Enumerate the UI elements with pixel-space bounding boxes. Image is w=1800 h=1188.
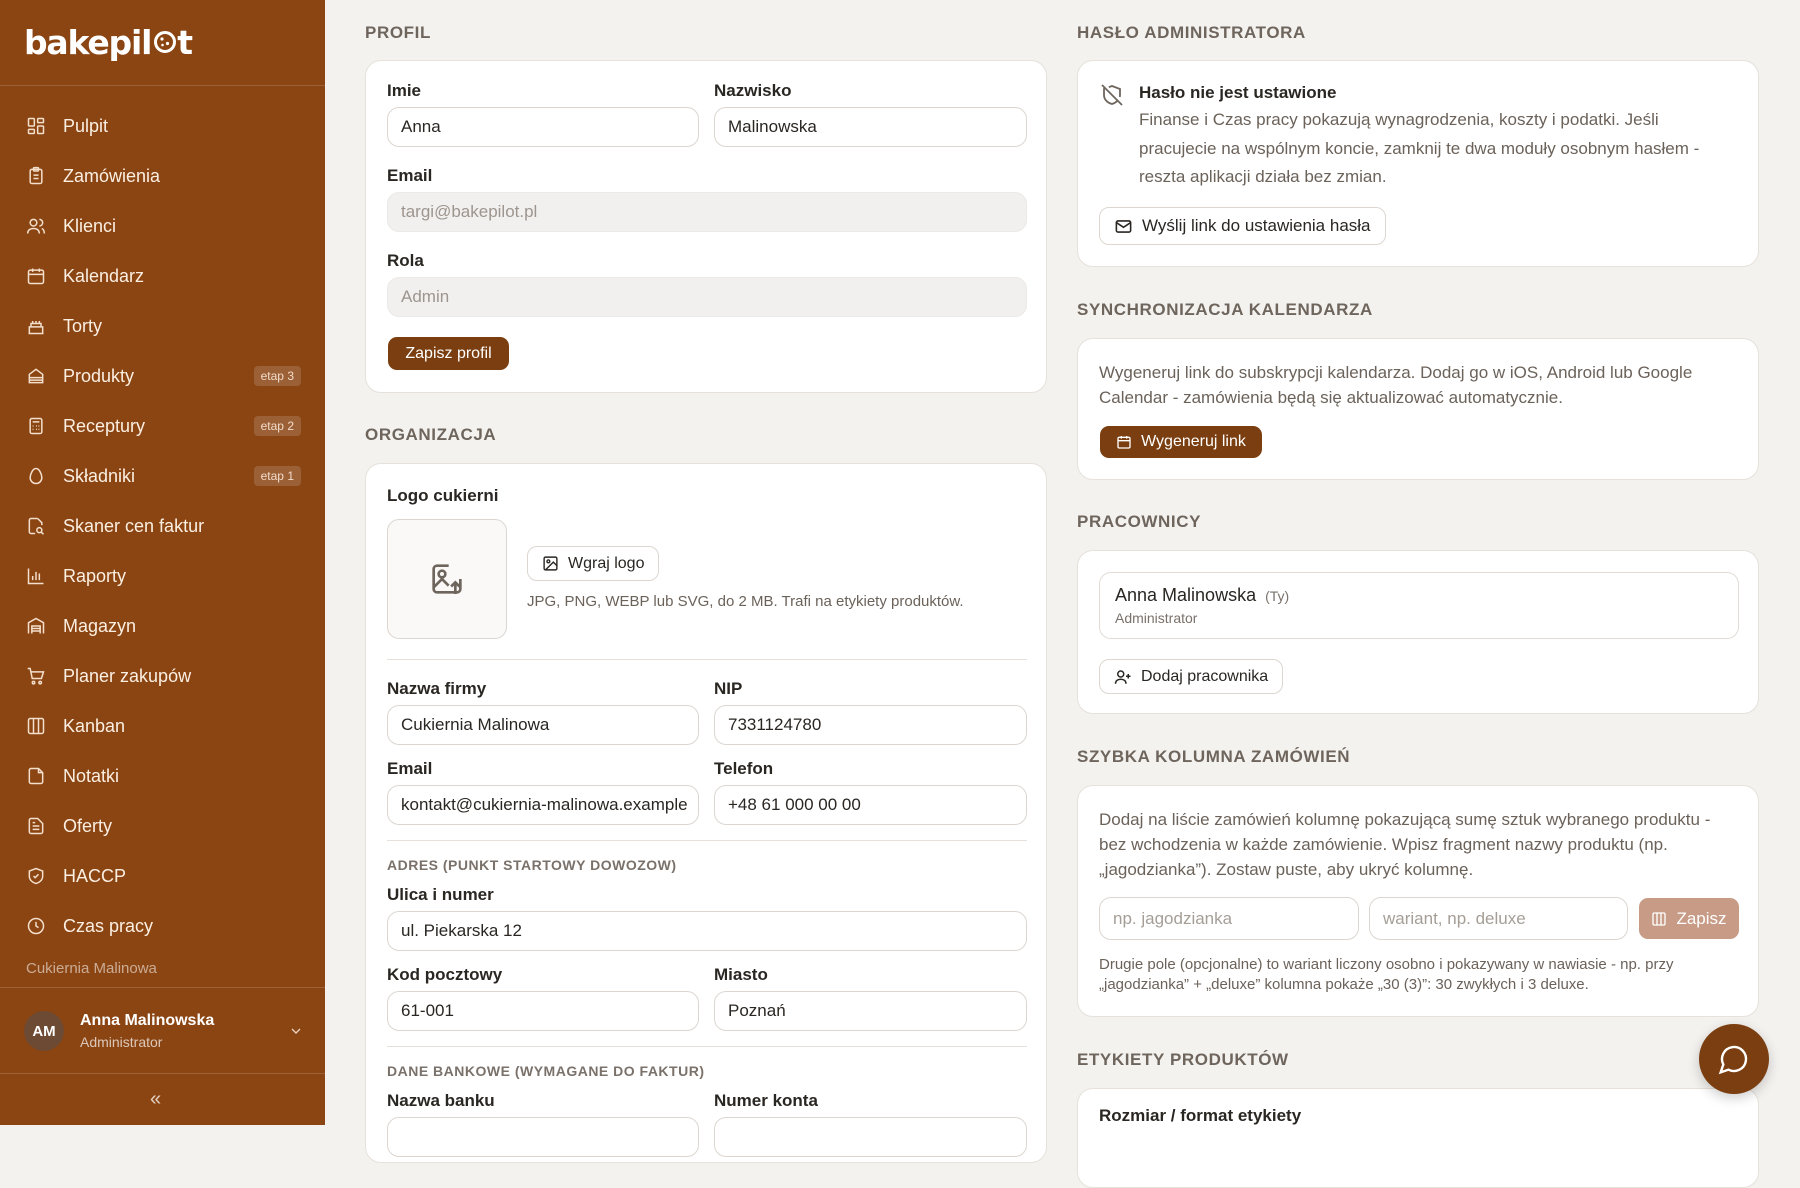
quick-column-hint: Drugie pole (opcjonalne) to wariant liczony osobno i pokazywany w nawiasie - np. przy „jagodzianka” + „deluxe” kolumna pokaże „30 (3)”: 30 zwykłych i 3 deluxe.	[1099, 956, 1674, 993]
sidebar-item-raporty[interactable]	[0, 551, 325, 601]
phone-label: Telefon	[714, 759, 774, 778]
mail-icon	[1114, 217, 1133, 236]
sidebar-item-haccp[interactable]	[0, 851, 325, 901]
calendar-icon	[1116, 434, 1132, 450]
org-email-input[interactable]: kontakt@cukiernia-malinowa.example	[387, 785, 699, 825]
organization-name: Cukiernia Malinowa	[26, 960, 157, 977]
password-description: Finanse i Czas pracy pokazują wynagrodzenia, koszty i podatki. Jeśli pracujecie na wspólnym koncie, zamknij te dwa moduły osobnym hasłem - reszta aplikacji działa bez zmian.	[1139, 110, 1700, 186]
company-name-input[interactable]: Cukiernia Malinowa	[387, 705, 699, 745]
sidebar-item-label: HACCP	[63, 865, 127, 886]
product-icon	[26, 366, 46, 386]
sidebar-item-receptury[interactable]	[0, 401, 325, 451]
section-title-calendar-sync: SYNCHRONIZACJA KALENDARZA	[1077, 300, 1373, 319]
sidebar-item-produkty[interactable]	[0, 351, 325, 401]
image-icon	[542, 555, 559, 572]
section-title-profile: PROFIL	[365, 23, 431, 42]
sidebar-item-label: Czas pracy	[63, 915, 154, 936]
sidebar-item-notatki[interactable]	[0, 751, 325, 801]
logo-text-end: t	[177, 22, 192, 62]
sidebar-divider	[0, 85, 325, 86]
bank-name-label: Nazwa banku	[387, 1091, 495, 1110]
clipboard-icon	[26, 166, 46, 186]
profile-card	[365, 60, 1047, 393]
stage-badge: etap 2	[254, 416, 301, 436]
email-label: Email	[387, 166, 433, 185]
stage-badge: etap 1	[254, 466, 301, 486]
sidebar-item-zamowienia[interactable]	[0, 151, 325, 201]
divider	[387, 659, 1027, 660]
logo-text: bakepil	[24, 22, 152, 62]
calendar-sync-description: Wygeneruj link do subskrypcji kalendarza. Dodaj go w iOS, Android lub Google Calendar - zamówienia będą się aktualizować automatycznie.	[1099, 363, 1693, 407]
image-upload-icon	[427, 559, 467, 599]
sidebar-item-label: Skaner cen faktur	[63, 515, 205, 536]
shield-check-icon	[26, 866, 46, 886]
sidebar-divider	[0, 1073, 325, 1074]
sidebar-item-label: Receptury	[63, 415, 146, 436]
sidebar-item-pulpit[interactable]	[0, 101, 325, 151]
account-number-input[interactable]	[714, 1117, 1027, 1157]
employee-row[interactable]	[1099, 572, 1739, 639]
bank-heading: DANE BANKOWE (WYMAGANE DO FAKTUR)	[387, 1063, 705, 1079]
quick-column-card	[1077, 785, 1759, 1017]
send-password-link-button[interactable]	[1099, 207, 1386, 245]
sidebar-item-kanban[interactable]	[0, 701, 325, 751]
shield-off-icon	[1100, 83, 1124, 107]
egg-icon	[26, 466, 46, 486]
sidebar-item-skaner[interactable]	[0, 501, 325, 551]
sidebar-item-skladniki[interactable]	[0, 451, 325, 501]
cart-icon	[26, 666, 46, 686]
company-name-label: Nazwa firmy	[387, 679, 487, 698]
email-field: targi@bakepilot.pl	[387, 192, 1027, 232]
users-icon	[26, 216, 46, 236]
add-employee-button[interactable]	[1099, 659, 1283, 694]
save-profile-button[interactable]: Zapisz profil	[388, 337, 509, 370]
admin-password-card	[1077, 60, 1759, 267]
organization-card	[365, 463, 1047, 1163]
section-title-product-labels: ETYKIETY PRODUKTÓW	[1077, 1050, 1289, 1069]
org-email-label: Email	[387, 759, 433, 778]
logo-label: Logo cukierni	[387, 486, 499, 505]
employee-name: Anna Malinowska	[1115, 585, 1257, 605]
note-icon	[26, 766, 46, 786]
employee-role: Administrator	[1115, 610, 1198, 626]
warehouse-icon	[26, 616, 46, 636]
variant-filter-input[interactable]: wariant, np. deluxe	[1369, 897, 1628, 940]
street-label: Ulica i numer	[387, 885, 494, 904]
chevron-down-icon	[288, 1023, 304, 1039]
collapse-sidebar-button[interactable]: «	[150, 1088, 162, 1110]
sidebar-item-label: Planer zakupów	[63, 665, 192, 686]
address-heading: ADRES (PUNKT STARTOWY DOWOZOW)	[387, 857, 677, 873]
stage-badge: etap 3	[254, 366, 301, 386]
add-employee-label: Dodaj pracownika	[1141, 667, 1269, 685]
account-number-label: Numer konta	[714, 1091, 818, 1110]
calendar-sync-card	[1077, 338, 1759, 480]
sidebar-item-label: Magazyn	[63, 615, 137, 636]
sidebar-item-label: Oferty	[63, 815, 113, 836]
document-icon	[26, 816, 46, 836]
product-filter-input[interactable]: np. jagodzianka	[1099, 897, 1359, 940]
bank-name-input[interactable]	[387, 1117, 699, 1157]
role-label: Rola	[387, 251, 424, 270]
chat-bubble-icon	[1718, 1043, 1750, 1075]
sidebar-item-label: Klienci	[63, 215, 117, 236]
upload-logo-button[interactable]	[527, 546, 659, 581]
divider	[387, 1046, 1027, 1047]
zip-label: Kod pocztowy	[387, 965, 503, 984]
quick-column-description: Dodaj na liście zamówień kolumnę pokazującą sumę sztuk wybranego produktu - bez wchodzenia w każde zamówienie. Wpisz fragment nazwy produktu (np. „jagodzianka”). Zostaw puste, aby ukryć kolumnę.	[1099, 810, 1711, 879]
calculator-icon	[26, 416, 46, 436]
divider	[387, 840, 1027, 841]
app-logo[interactable]	[24, 22, 192, 62]
city-label: Miasto	[714, 965, 768, 984]
sidebar-item-torty[interactable]	[0, 301, 325, 351]
send-password-link-label: Wyślij link do ustawienia hasła	[1142, 216, 1371, 235]
product-labels-card	[1077, 1088, 1759, 1188]
cookie-icon	[153, 30, 177, 54]
generate-link-label: Wygeneruj link	[1141, 433, 1246, 450]
columns-icon	[1651, 911, 1667, 927]
columns-icon	[26, 716, 46, 736]
sidebar-item-czas-pracy[interactable]	[0, 901, 325, 951]
street-input[interactable]: ul. Piekarska 12	[387, 911, 1027, 951]
sidebar-item-label: Torty	[63, 315, 103, 336]
dashboard-icon	[26, 116, 46, 136]
section-title-employees: PRACOWNICY	[1077, 512, 1202, 531]
bar-chart-icon	[26, 566, 46, 586]
upload-logo-label: Wgraj logo	[568, 554, 645, 572]
user-name: Anna Malinowska	[80, 1012, 215, 1029]
section-title-admin-password: HASŁO ADMINISTRATORA	[1077, 23, 1306, 42]
sidebar-item-label: Notatki	[63, 765, 120, 786]
first-name-label: Imie	[387, 81, 422, 100]
nip-label: NIP	[714, 679, 743, 698]
first-name-input[interactable]: Anna	[387, 107, 699, 147]
sidebar-item-label: Zamówienia	[63, 165, 161, 186]
sidebar-item-label: Produkty	[63, 365, 135, 386]
generate-link-button[interactable]	[1100, 426, 1262, 458]
city-input[interactable]: Poznań	[714, 991, 1027, 1031]
sidebar-item-planer[interactable]	[0, 651, 325, 701]
user-menu[interactable]	[24, 1010, 304, 1052]
sidebar-item-label: Kanban	[63, 715, 126, 736]
sidebar-item-label: Raporty	[63, 565, 127, 586]
clock-icon	[26, 916, 46, 936]
sidebar-item-label: Kalendarz	[63, 265, 145, 286]
chat-button[interactable]	[1699, 1024, 1769, 1094]
cake-icon	[26, 316, 46, 336]
avatar: AM	[24, 1011, 64, 1051]
user-role: Administrator	[80, 1034, 163, 1050]
upload-hint: JPG, PNG, WEBP lub SVG, do 2 MB. Trafi na etykiety produktów.	[527, 593, 964, 610]
phone-input[interactable]: +48 61 000 00 00	[714, 785, 1027, 825]
file-scan-icon	[26, 516, 46, 536]
sidebar-item-kalendarz[interactable]	[0, 251, 325, 301]
last-name-input[interactable]: Malinowska	[714, 107, 1027, 147]
sidebar-nav	[0, 101, 325, 951]
role-field: Admin	[387, 277, 1027, 317]
save-column-button[interactable]	[1639, 898, 1739, 939]
calendar-icon	[26, 266, 46, 286]
password-status-heading: Hasło nie jest ustawione	[1139, 83, 1337, 102]
zip-input[interactable]: 61-001	[387, 991, 699, 1031]
sidebar	[0, 0, 325, 1125]
sidebar-item-label: Składniki	[63, 465, 136, 486]
user-plus-icon	[1114, 668, 1132, 686]
employees-card	[1077, 550, 1759, 714]
save-column-label: Zapisz	[1676, 908, 1727, 928]
section-title-quick-column: SZYBKA KOLUMNA ZAMÓWIEŃ	[1077, 747, 1351, 766]
nip-input[interactable]: 7331124780	[714, 705, 1027, 745]
sidebar-item-oferty[interactable]	[0, 801, 325, 851]
last-name-label: Nazwisko	[714, 81, 792, 100]
logo-placeholder[interactable]	[387, 519, 507, 639]
section-title-organization: ORGANIZACJA	[365, 425, 497, 444]
sidebar-item-label: Pulpit	[63, 115, 109, 136]
sidebar-divider	[0, 987, 325, 988]
sidebar-item-magazyn[interactable]	[0, 601, 325, 651]
label-size-label: Rozmiar / format etykiety	[1099, 1106, 1302, 1125]
current-user-tag: (Ty)	[1265, 588, 1290, 604]
sidebar-item-klienci[interactable]	[0, 201, 325, 251]
